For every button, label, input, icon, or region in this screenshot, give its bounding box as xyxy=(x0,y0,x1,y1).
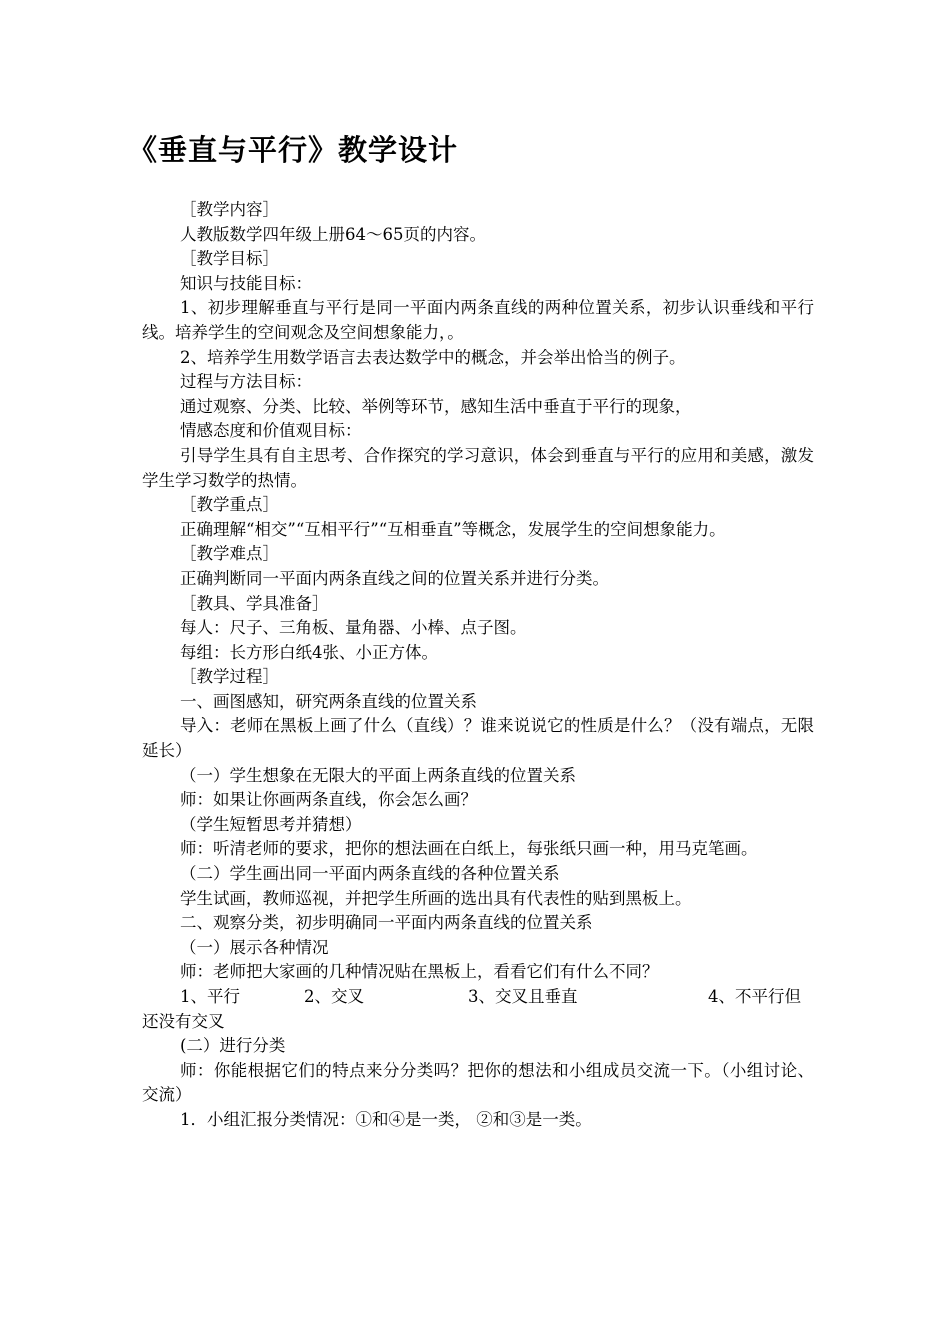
paragraph: 1、初步理解垂直与平行是同一平面内两条直线的两种位置关系，初步认识垂线和平行线。培养学生的空间观念及空间想象能力，。 xyxy=(142,298,814,342)
paragraph: （一）学生想象在无限大的平面上两条直线的位置关系 xyxy=(180,765,576,785)
case-list xyxy=(142,985,814,1010)
paragraph: 还没有交叉 xyxy=(142,1011,225,1031)
paragraph: 导入：老师在黑板上画了什么（直线）？谁来说说它的性质是什么？（没有端点，无限延长） xyxy=(142,716,814,761)
subheading: 情感态度和价值观目标： xyxy=(180,421,362,441)
section-heading-key-points: ［教学重点］ xyxy=(180,495,279,515)
paragraph: 师：听清老师的要求，把你的想法画在白纸上，每张纸只画一种，用马克笔画。 xyxy=(180,839,758,859)
case-item: 1、平行 xyxy=(180,987,240,1006)
paragraph: 师：老师把大家画的几种情况贴在黑板上，看看它们有什么不同？ xyxy=(180,962,659,982)
section-heading-difficulties: ［教学难点］ xyxy=(180,544,279,564)
paragraph: 师：如果让你画两条直线，你会怎么画？ xyxy=(180,790,477,810)
paragraph: (二）进行分类 xyxy=(180,1036,286,1056)
document-title: 《垂直与平行》教学设计 xyxy=(128,133,459,167)
case-item: 3、交叉且垂直 xyxy=(468,987,578,1006)
paragraph: 1．小组汇报分类情况：①和④是一类， ②和③是一类。 xyxy=(180,1109,592,1129)
paragraph: （一）展示各种情况 xyxy=(180,937,329,957)
paragraph: 正确判断同一平面内两条直线之间的位置关系并进行分类。 xyxy=(180,568,609,588)
paragraph: （二）学生画出同一平面内两条直线的各种位置关系 xyxy=(180,864,560,884)
paragraph: 人教版数学四年级上册64～65页的内容。 xyxy=(180,224,486,244)
paragraph: 正确理解“相交”“互相平行”“互相垂直”等概念，发展学生的空间想象能力。 xyxy=(180,519,726,539)
case-item: 2、交叉 xyxy=(304,987,364,1006)
paragraph: 通过观察、分类、比较、举例等环节，感知生活中垂直于平行的现象， xyxy=(180,396,692,416)
paragraph: 二、观察分类，初步明确同一平面内两条直线的位置关系 xyxy=(180,913,593,933)
paragraph: 每人：尺子、三角板、量角器、小棒、点子图。 xyxy=(180,618,527,638)
document-body xyxy=(142,198,814,1133)
section-heading-process: ［教学过程］ xyxy=(180,667,279,687)
subheading: 过程与方法目标： xyxy=(180,372,312,392)
paragraph: 2、培养学生用数学语言去表达数学中的概念，并会举出恰当的例子。 xyxy=(180,347,686,367)
paragraph: 师：你能根据它们的特点来分分类吗？把你的想法和小组成员交流一下。（小组讨论、交流） xyxy=(142,1060,814,1105)
paragraph: 一、画图感知，研究两条直线的位置关系 xyxy=(180,691,477,711)
paragraph: 学生试画，教师巡视，并把学生所画的选出具有代表性的贴到黑板上。 xyxy=(180,888,692,908)
paragraph: 每组：长方形白纸4张、小正方体。 xyxy=(180,642,438,662)
section-heading-content: ［教学内容］ xyxy=(180,200,279,219)
paragraph: （学生短暂思考并猜想） xyxy=(180,814,362,834)
subheading: 知识与技能目标： xyxy=(180,273,312,293)
case-item: 4、不平行但 xyxy=(708,987,801,1006)
paragraph: 引导学生具有自主思考、合作探究的学习意识，体会到垂直与平行的应用和美感，激发学生学习数学的热情。 xyxy=(142,445,814,490)
section-heading-goals: ［教学目标］ xyxy=(180,249,279,269)
section-heading-materials: ［教具、学具准备］ xyxy=(180,593,329,613)
